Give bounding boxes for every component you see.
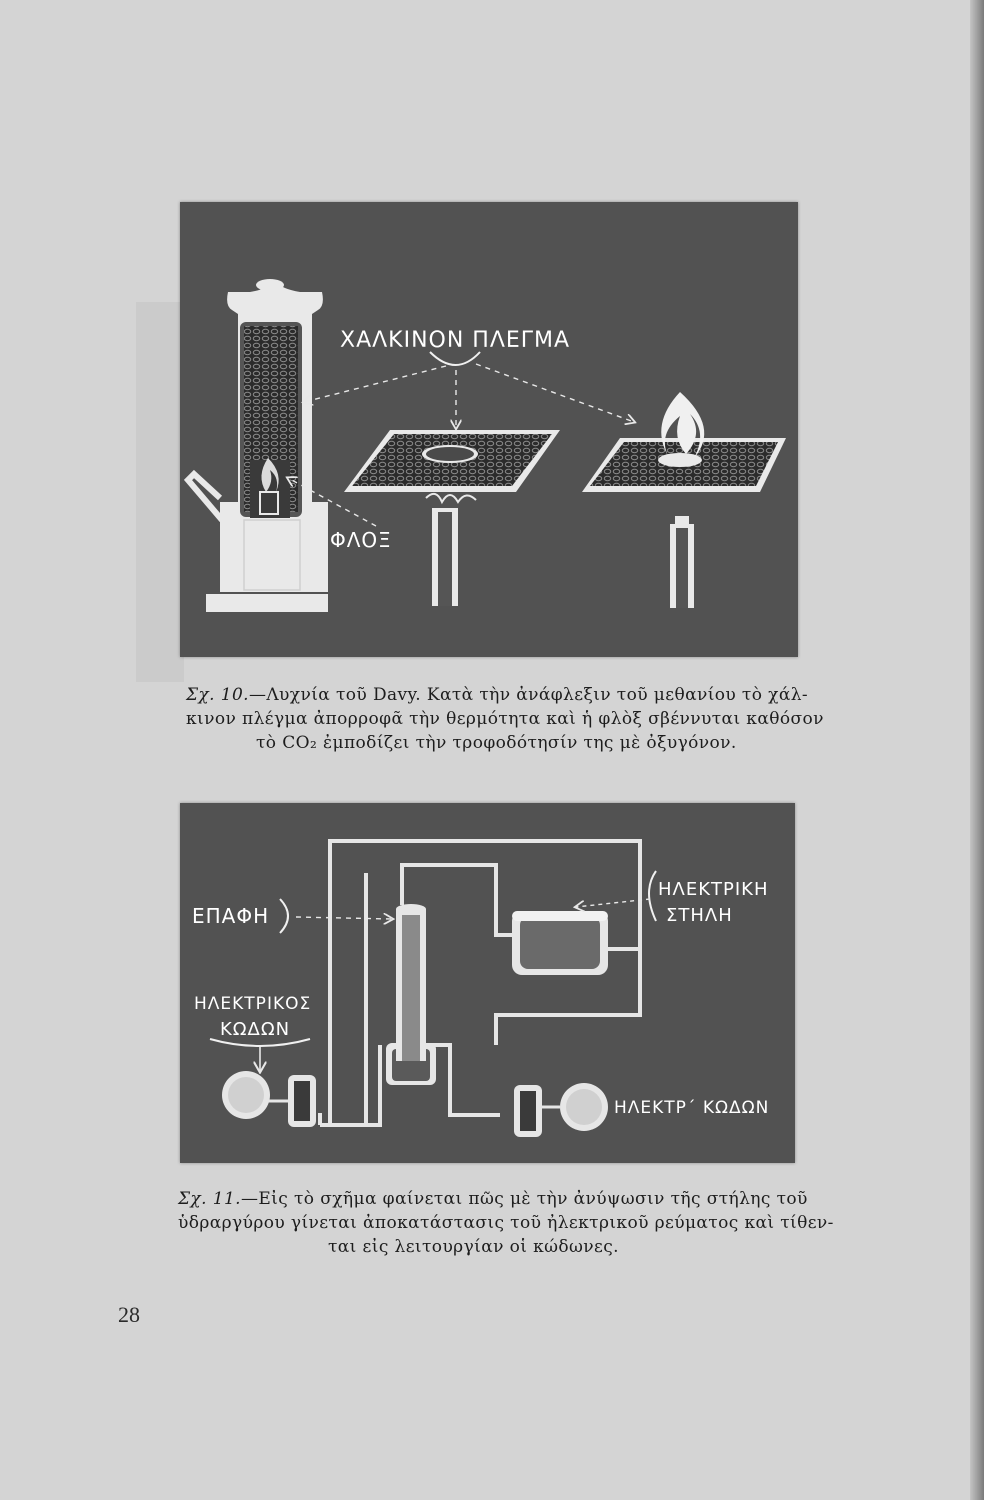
figure-11-caption [178,1187,834,1259]
mercury-column [386,904,436,1085]
flame-label: ΦΛΟΞ [330,528,392,552]
bell-circuit-illustration [180,803,795,1163]
circuit-wires [320,841,640,1125]
copper-mesh-label: ΧΑΛΚΙΝΟΝ ΠΛΕΓΜΑ [340,328,571,353]
contact-pointer [296,917,392,919]
page-edge [970,0,984,1500]
davy-lamp-illustration [180,202,798,657]
electric-battery [512,911,608,975]
caption-11-line-1: Σχ. 11.—Εἰς τὸ σχῆμα φαίνεται πῶς μὲ τὴν ἀνύψωσιν τῆς στήλης τοῦ [178,1189,808,1209]
mesh-flame-above [582,392,786,608]
page-number: 28 [118,1302,140,1327]
figure-10-caption [186,683,824,755]
caption-11-line-2: ὑδραργύρου γίνεται ἀποκατάστασις τοῦ ἠλεκτρικοῦ ρεύματος καὶ τίθεν- [178,1213,834,1233]
right-bell-label: ΗΛΕΚΤΡ΄ ΚΩΔΩΝ [614,1098,770,1118]
figure-davy-lamp [180,202,798,657]
davy-lamp [188,279,328,612]
bell-label-line-2: ΚΩΔΩΝ [220,1019,291,1040]
battery-label-line-2: ΣΤΗΛΗ [666,905,733,926]
figure-10-number: Σχ. 10. [186,685,249,705]
figure-electric-bell-circuit [180,803,795,1163]
caption-10-line-2: κινον πλέγμα ἀπορροφᾶ τὴν θερμότητα καὶ ἡ φλὸξ σβέννυται καθόσον [186,709,824,729]
caption-10-line-1: Σχ. 10.—Λυχνία τοῦ Davy. Κατὰ τὴν ἀνάφλεξιν τοῦ μεθανίου τὸ χάλ- [186,685,809,705]
caption-10-line-3: τὸ CO₂ ἐμποδίζει τὴν τροφοδότησίν της μὲ ὀξυγόνον. [256,733,737,753]
battery-label-line-1: ΗΛΕΚΤΡΙΚΗ [658,879,769,900]
contact-brace [280,899,288,933]
battery-brace [649,871,656,921]
show-through-strip [136,302,184,682]
caption-11-line-3: ται εἰς λειτουργίαν οἱ κώδωνες. [328,1237,619,1257]
bell-label-line-1: ΗΛΕΚΤΡΙΚΟΣ [194,994,312,1014]
bell-brace [210,1039,310,1046]
right-bell [514,1083,608,1137]
contact-label: ΕΠΑΦΗ [192,904,270,928]
mesh-over-burner [344,430,560,606]
left-bell [222,1071,316,1127]
mesh-label-brace [430,352,480,365]
figure-11-number: Σχ. 11. [178,1189,241,1209]
